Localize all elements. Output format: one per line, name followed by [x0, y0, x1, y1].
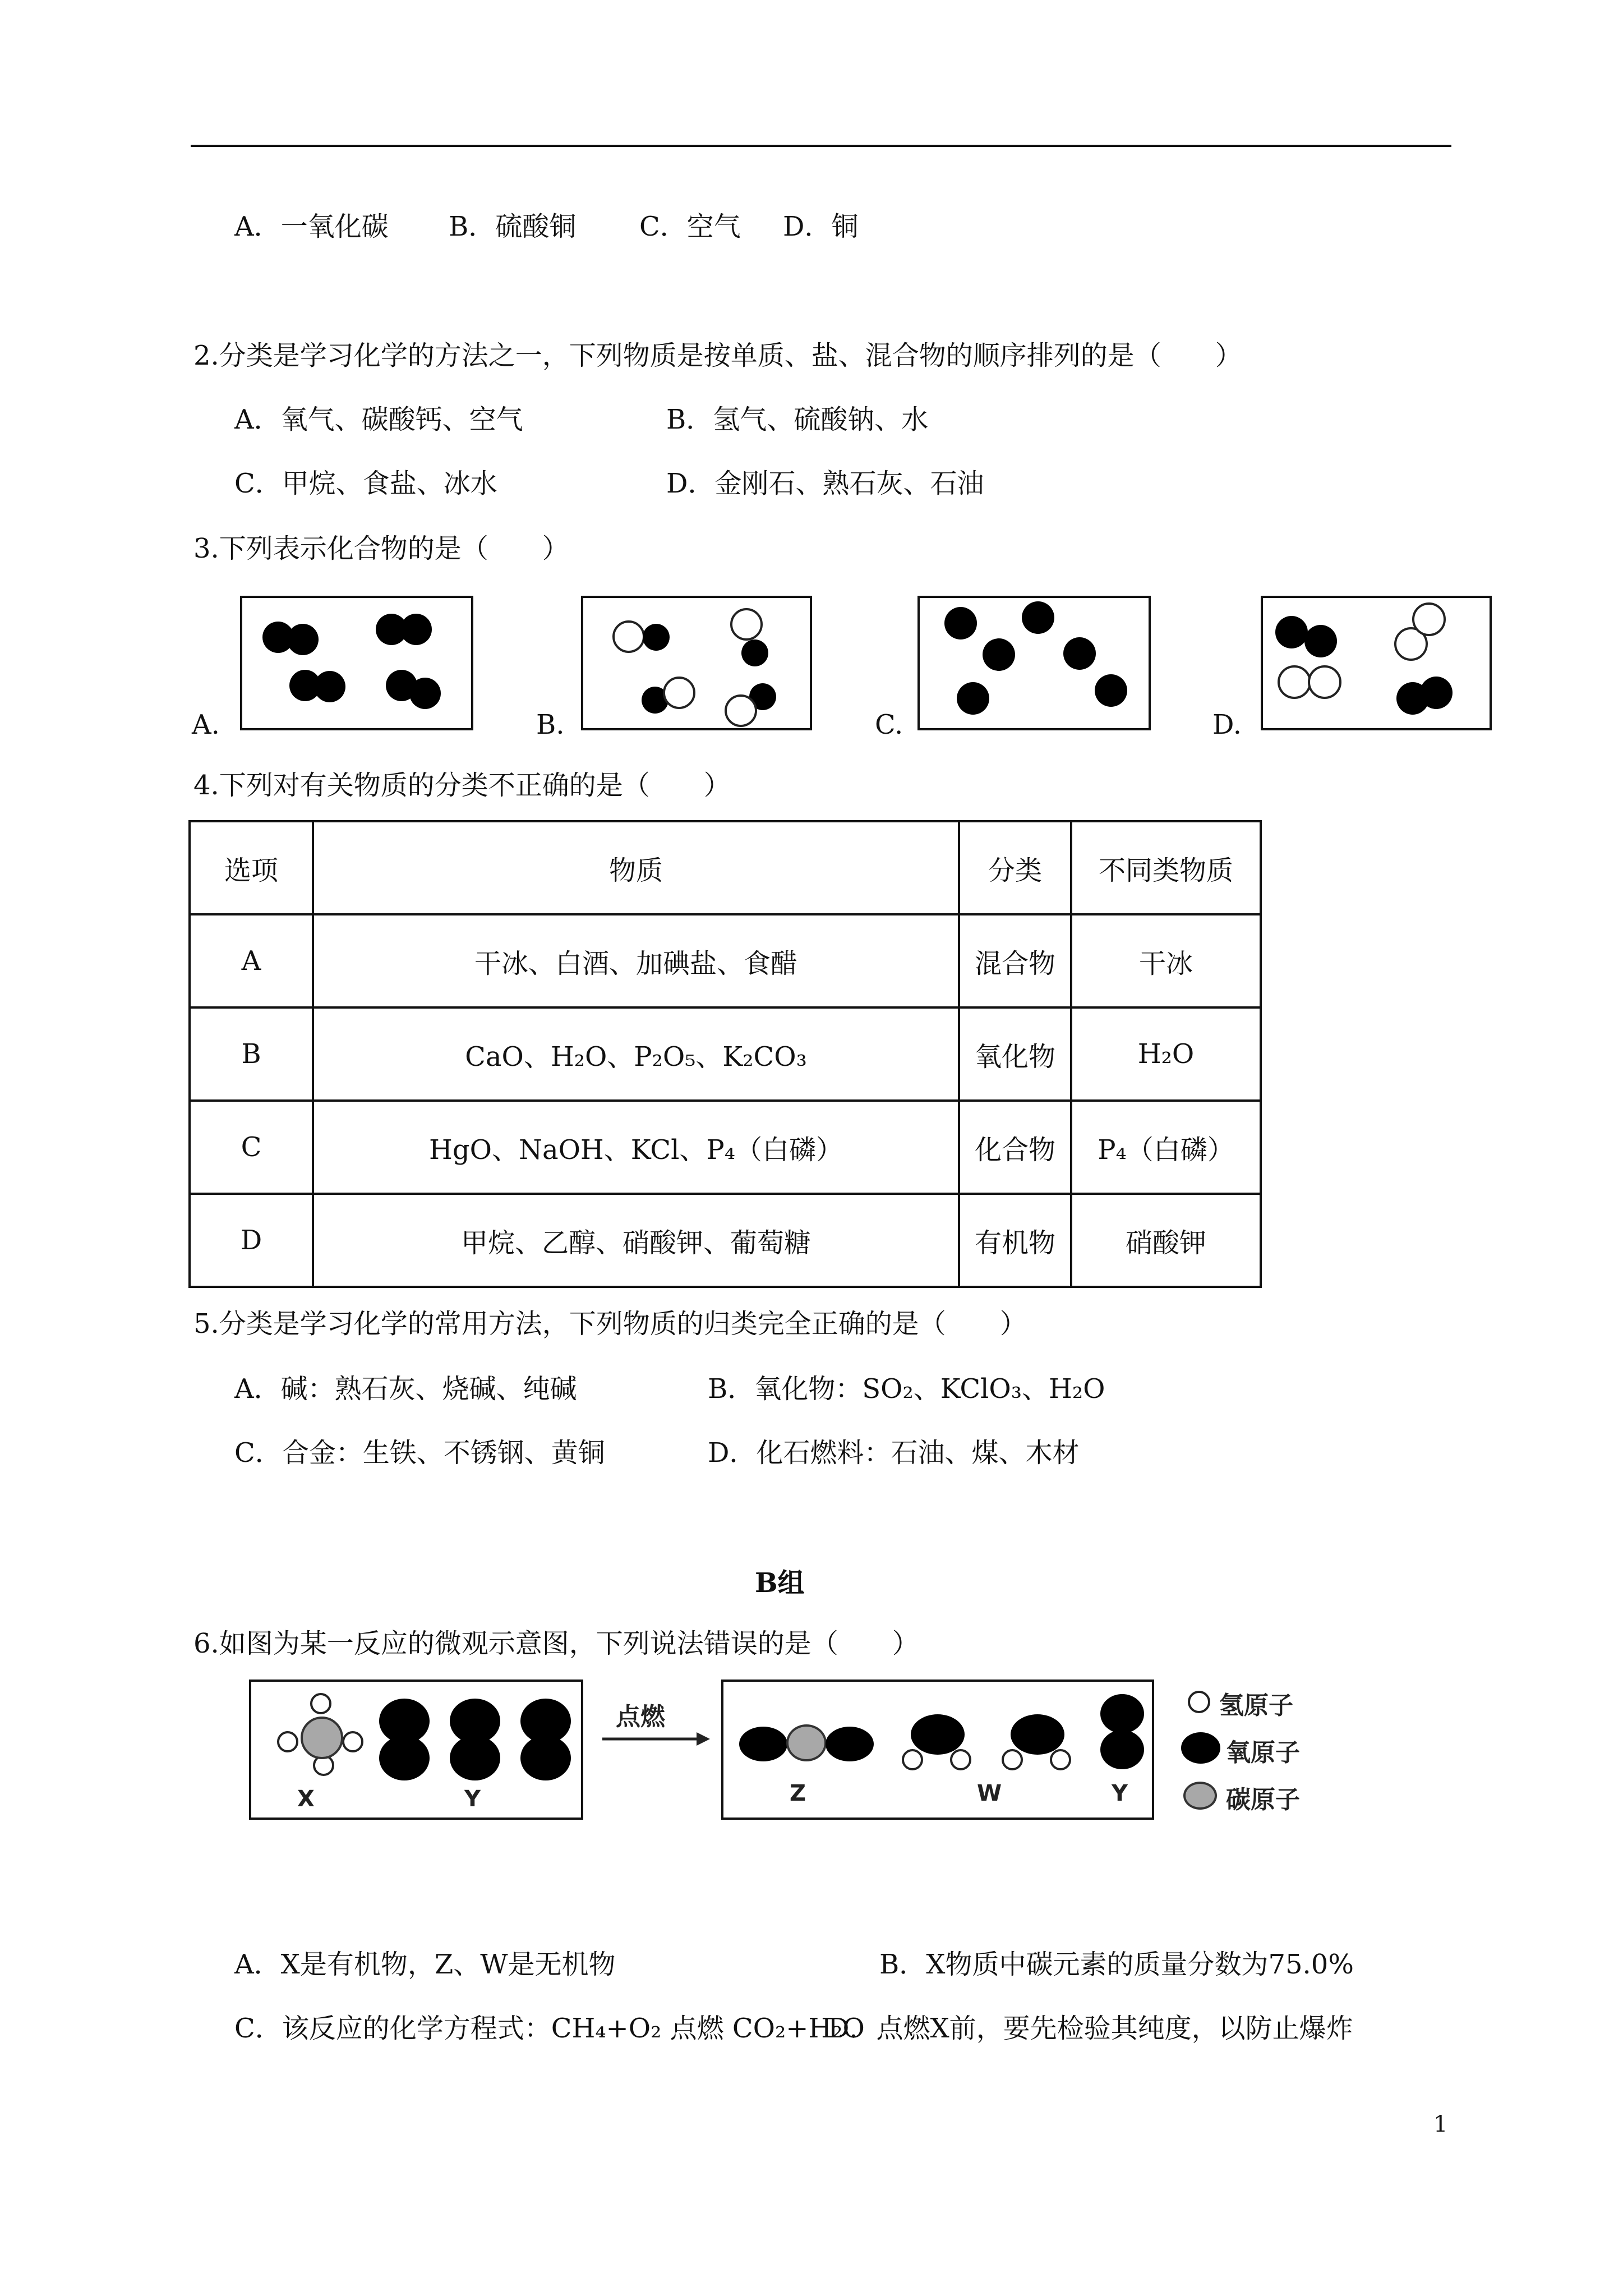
q3-diagram-b: [581, 596, 812, 730]
q1-option-c: C．空气: [639, 211, 741, 242]
row-class: 化合物: [959, 1101, 1071, 1194]
q3-diagram-a: [240, 596, 473, 730]
q2-option-c: C．甲烷、食盐、冰水: [234, 468, 497, 499]
row-option: B: [190, 1007, 313, 1101]
q5-stem: 5.分类是学习化学的常用方法，下列物质的归类完全正确的是（ ）: [193, 1308, 1027, 1340]
oxygen-atom: [1420, 677, 1453, 709]
row-different: 干冰: [1071, 914, 1261, 1007]
q4-stem: 4.下列对有关物质的分类不正确的是（ ）: [193, 770, 731, 801]
hydrogen-atom: [612, 620, 645, 653]
hydrogen-atom: [1278, 665, 1311, 699]
q6-option-d: D．点燃X前，要先检验其纯度，以防止爆炸: [828, 2013, 1353, 2044]
q2-option-b: B．氢气、硫酸钠、水: [666, 404, 929, 435]
header-substance: 物质: [313, 821, 959, 914]
hydrogen-atom: [1050, 1749, 1071, 1770]
oxygen-atom: [520, 1736, 571, 1780]
arrow-icon: [600, 1728, 712, 1750]
q1-option-d: D．铜: [783, 211, 859, 242]
page-number: 1: [1433, 2111, 1448, 2137]
label-y2: Y: [1112, 1780, 1128, 1806]
oxygen-atom: [1100, 1730, 1144, 1769]
row-different: H₂O: [1071, 1007, 1261, 1101]
oxygen-atom: [400, 614, 432, 645]
table-header-row: [190, 821, 1261, 914]
q6-option-a: A．X是有机物，Z、W是无机物: [234, 1949, 616, 1980]
q3-label-a: A.: [192, 709, 220, 740]
hydrogen-atom: [950, 1749, 971, 1770]
oxygen-atom: [287, 624, 319, 655]
hydrogen-atom: [1308, 665, 1341, 699]
legend-hydrogen: 氢原子: [1219, 1691, 1293, 1720]
oxygen-atom: [450, 1736, 500, 1780]
oxygen-atom: [944, 607, 977, 639]
label-x: X: [297, 1786, 315, 1812]
reactants-box: [249, 1680, 583, 1820]
row-class: 混合物: [959, 914, 1071, 1007]
q3-label-b: B.: [536, 709, 565, 740]
q5-option-d: D．化石燃料：石油、煤、木材: [708, 1437, 1080, 1469]
legend-carbon: 碳原子: [1226, 1786, 1300, 1814]
q3-label-c: C.: [875, 709, 903, 740]
hydrogen-atom: [902, 1749, 923, 1770]
row-option: D: [190, 1194, 313, 1287]
q2-option-d: D．金刚石、熟石灰、石油: [666, 468, 984, 499]
q1-option-b: B．硫酸铜: [449, 211, 577, 242]
q5-option-a: A．碱：熟石灰、烧碱、纯碱: [234, 1373, 577, 1405]
hydrogen-atom: [663, 677, 695, 709]
q3-diagram-c: [917, 596, 1151, 730]
hydrogen-atom: [1412, 602, 1446, 636]
row-substance: CaO、H₂O、P₂O₅、K₂CO₃: [313, 1007, 959, 1101]
hydrogen-atom: [277, 1731, 298, 1752]
header-option: 选项: [190, 821, 313, 914]
hydrogen-atom: [730, 608, 763, 641]
q4-table: [188, 820, 1262, 1288]
table-row: [190, 914, 1261, 1007]
row-class: 氧化物: [959, 1007, 1071, 1101]
header-different: 不同类物质: [1071, 821, 1261, 914]
q2-option-a: A．氧气、碳酸钙、空气: [234, 404, 523, 435]
oxygen-atom: [983, 638, 1015, 671]
q2-stem: 2.分类是学习化学的方法之一，下列物质是按单质、盐、混合物的顺序排列的是（ ）: [193, 340, 1242, 371]
oxygen-atom: [1304, 625, 1337, 657]
oxygen-atom: [739, 1727, 787, 1761]
row-substance: 甲烷、乙醇、硝酸钾、葡萄糖: [313, 1194, 959, 1287]
label-z: Z: [790, 1780, 806, 1806]
row-substance: HgO、NaOH、KCl、P₄（白磷）: [313, 1101, 959, 1194]
oxygen-atom: [1275, 616, 1308, 648]
q6-option-c: C．该反应的化学方程式：CH₄+O₂ 点燃 CO₂+H₂O: [234, 2013, 865, 2044]
oxygen-atom: [1011, 1714, 1064, 1755]
q3-label-d: D.: [1212, 709, 1242, 740]
oxygen-atom: [379, 1736, 430, 1780]
hydrogen-atom: [725, 694, 757, 727]
table-row: [190, 1101, 1261, 1194]
q6-option-b: B．X物质中碳元素的质量分数为75.0%: [879, 1949, 1354, 1980]
oxygen-atom: [1022, 601, 1054, 634]
carbon-atom: [786, 1724, 827, 1761]
oxygen-atom: [741, 639, 768, 666]
legend-oxygen: 氧原子: [1226, 1738, 1300, 1767]
carbon-atom: [301, 1717, 343, 1759]
label-y: Y: [464, 1786, 481, 1812]
oxygen-atom: [1063, 637, 1096, 670]
q5-option-b: B．氧化物：SO₂、KClO₃、H₂O: [708, 1373, 1105, 1405]
hydrogen-atom: [342, 1731, 363, 1752]
group-b-title: B组: [755, 1567, 805, 1599]
legend-oxygen-icon: [1181, 1732, 1220, 1764]
header-class: 分类: [959, 821, 1071, 914]
oxygen-atom: [911, 1714, 965, 1755]
oxygen-atom: [643, 624, 670, 651]
oxygen-atom: [409, 678, 441, 709]
oxygen-atom: [314, 671, 345, 702]
q6-stem: 6.如图为某一反应的微观示意图，下列说法错误的是（ ）: [193, 1628, 919, 1659]
legend-hydrogen-icon: [1188, 1691, 1210, 1713]
q1-option-a: A．一氧化碳: [234, 211, 389, 242]
legend-carbon-icon: [1183, 1782, 1217, 1810]
header-rule: [191, 145, 1451, 147]
hydrogen-atom: [1002, 1749, 1023, 1770]
oxygen-atom: [1095, 674, 1127, 707]
q3-stem: 3.下列表示化合物的是（ ）: [193, 533, 569, 564]
table-row: [190, 1007, 1261, 1101]
oxygen-atom: [826, 1727, 874, 1761]
arrow-label: 点燃: [616, 1703, 665, 1731]
row-different: P₄（白磷）: [1071, 1101, 1261, 1194]
row-substance: 干冰、白酒、加碘盐、食醋: [313, 914, 959, 1007]
row-class: 有机物: [959, 1194, 1071, 1287]
row-option: A: [190, 914, 313, 1007]
products-box: [721, 1680, 1154, 1820]
oxygen-atom: [1100, 1694, 1144, 1733]
oxygen-atom: [957, 682, 989, 715]
label-w: W: [977, 1780, 1002, 1806]
row-different: 硝酸钾: [1071, 1194, 1261, 1287]
q3-diagram-d: [1261, 596, 1492, 730]
hydrogen-atom: [310, 1693, 331, 1714]
table-row: [190, 1194, 1261, 1287]
q5-option-c: C．合金：生铁、不锈钢、黄铜: [234, 1437, 605, 1469]
row-option: C: [190, 1101, 313, 1194]
